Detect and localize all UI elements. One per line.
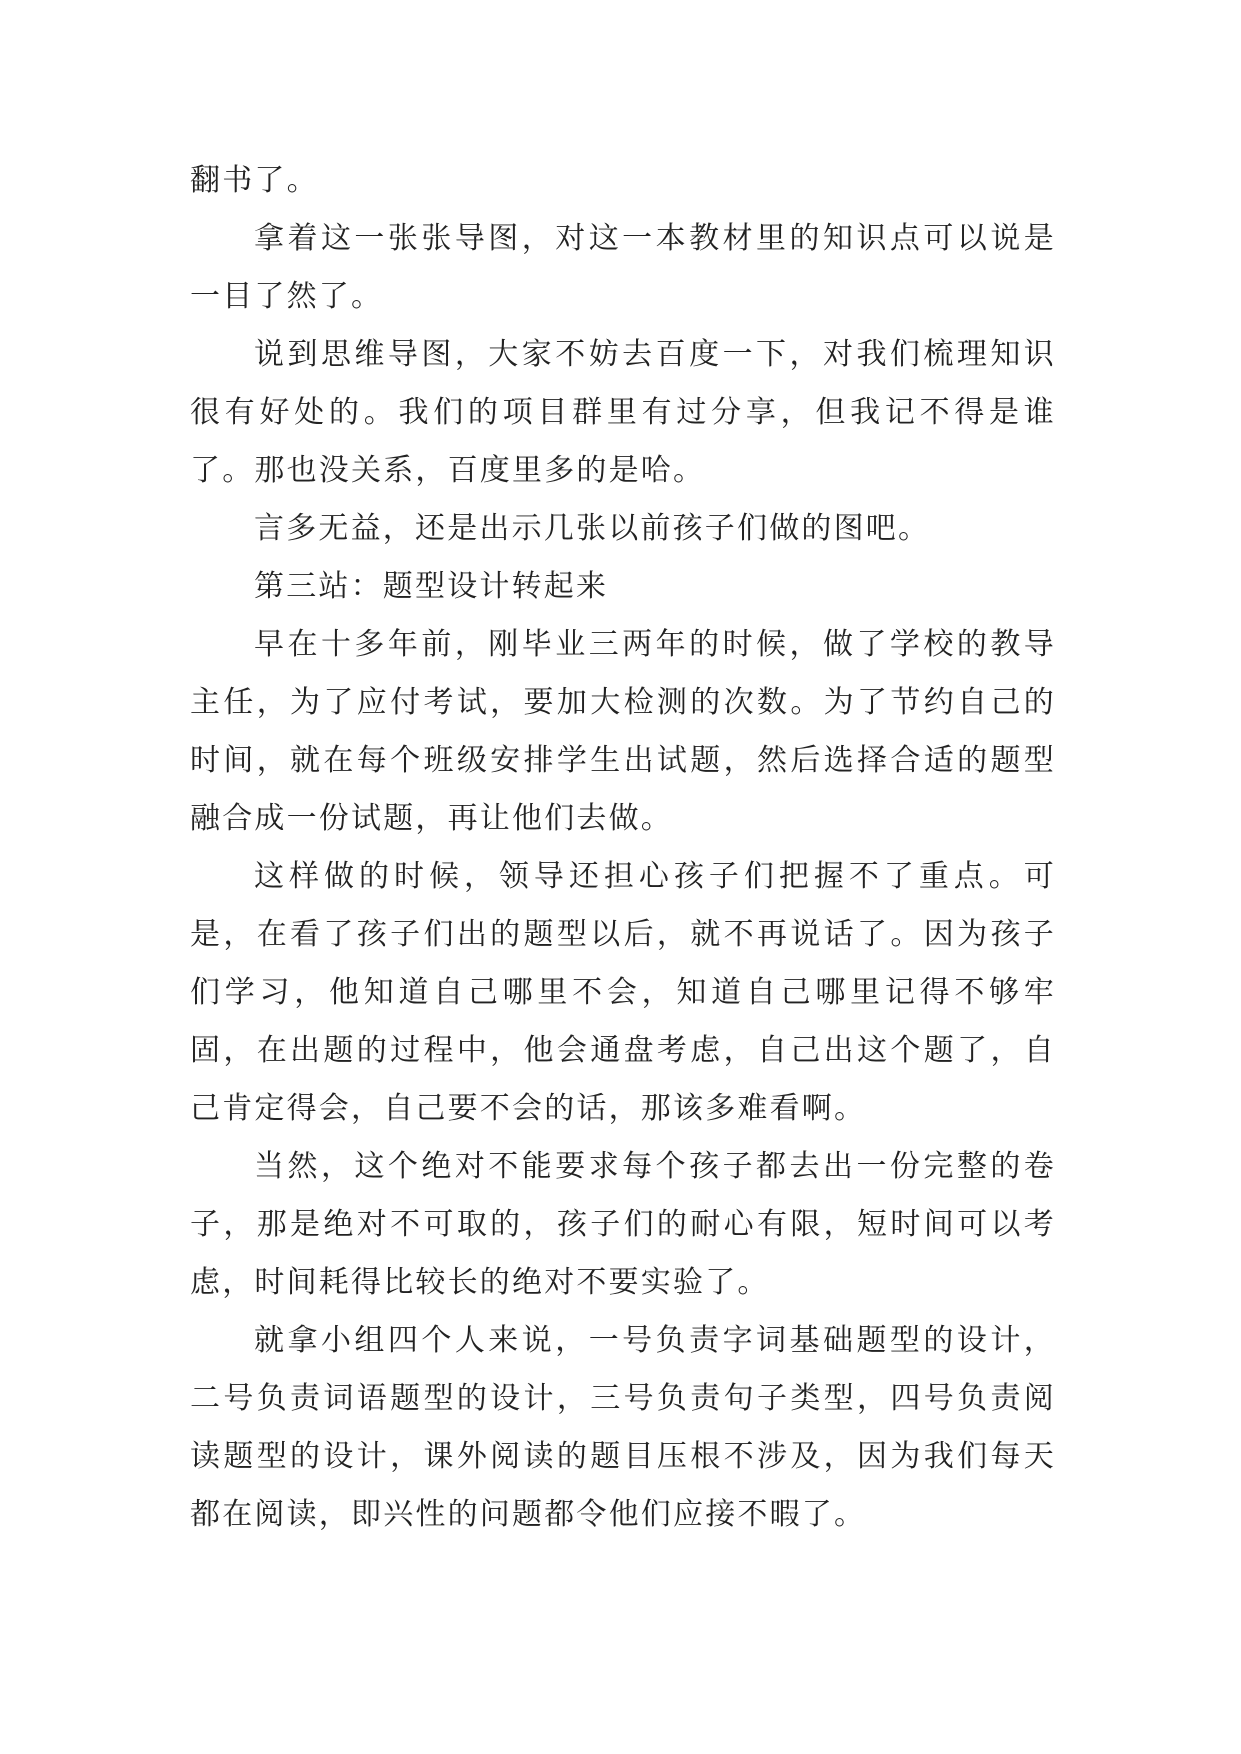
paragraph: 当然，这个绝对不能要求每个孩子都去出一份完整的卷子，那是绝对不可取的，孩子们的耐心有限，短时间可以考虑，时间耗得比较长的绝对不要实验了。 (190, 1149, 1056, 1300)
paragraph: 就拿小组四个人来说，一号负责字词基础题型的设计，二号负责词语题型的设计，三号负责句子类型，四号负责阅读题型的设计，课外阅读的题目压根不涉及，因为我们每天都在阅读，即兴性的问题都令他们应接不暇了。 (190, 1323, 1056, 1532)
paragraph: 早在十多年前，刚毕业三两年的时候，做了学校的教导主任，为了应付考试，要加大检测的次数。为了节约自己的时间，就在每个班级安排学生出试题，然后选择合适的题型融合成一份试题，再让他们去做。 (190, 627, 1056, 836)
section-heading: 第三站：题型设计转起来 (254, 569, 609, 604)
paragraph: 拿着这一张张导图，对这一本教材里的知识点可以说是一目了然了。 (190, 221, 1056, 314)
paragraph: 说到思维导图，大家不妨去百度一下，对我们梳理知识很有好处的。我们的项目群里有过分享，但我记不得是谁了。那也没关系，百度里多的是哈。 (190, 337, 1056, 488)
paragraph: 言多无益，还是出示几张以前孩子们做的图吧。 (254, 511, 931, 546)
paragraph: 这样做的时候，领导还担心孩子们把握不了重点。可是，在看了孩子们出的题型以后，就不再说话了。因为孩子们学习，他知道自己哪里不会，知道自己哪里记得不够牢固，在出题的过程中，他会通盘考虑，自己出这个题了，自己肯定得会，自己要不会的话，那该多难看啊。 (190, 859, 1056, 1126)
document-body (190, 152, 1056, 1544)
paragraph-continued: 翻书了。 (190, 163, 319, 198)
